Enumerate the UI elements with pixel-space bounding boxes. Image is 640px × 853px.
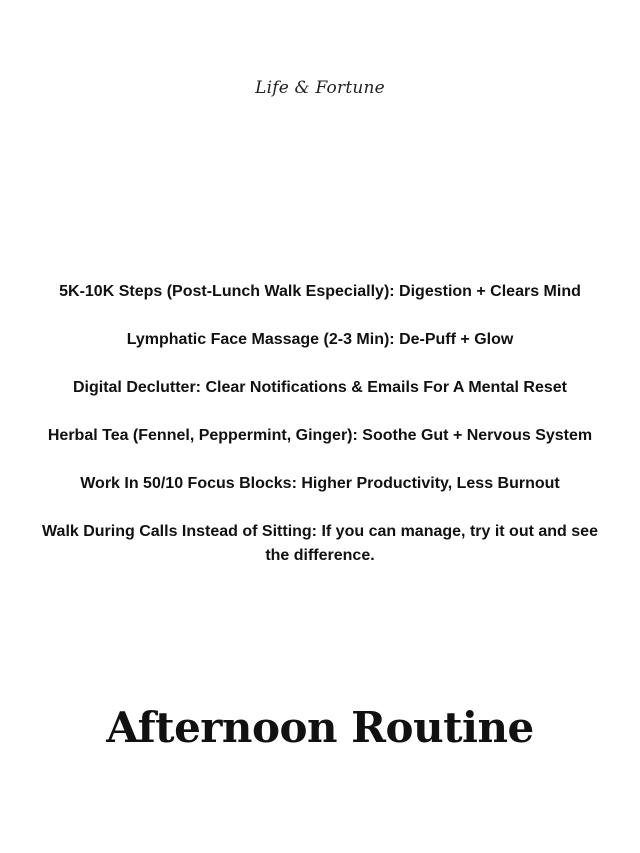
tip-item: Work In 50/10 Focus Blocks: Higher Productivity, Less Burnout <box>80 475 560 492</box>
tip-item: Walk During Calls Instead of Sitting: If you can manage, try it out and see the difference. <box>42 523 598 564</box>
tip-item: Digital Declutter: Clear Notifications & Emails For A Mental Reset <box>72 379 568 396</box>
tip-item: Lymphatic Face Massage (2-3 Min): De-Puff + Glow <box>126 331 514 348</box>
page-title: Afternoon Routine <box>106 703 534 752</box>
routine-tips-list <box>20 280 620 592</box>
tip-item: Herbal Tea (Fennel, Peppermint, Ginger): Soothe Gut + Nervous System <box>47 427 593 444</box>
brand-logo-text: Life & Fortune <box>255 78 385 98</box>
tip-item: 5K-10K Steps (Post-Lunch Walk Especially): Digestion + Clears Mind <box>59 283 581 300</box>
